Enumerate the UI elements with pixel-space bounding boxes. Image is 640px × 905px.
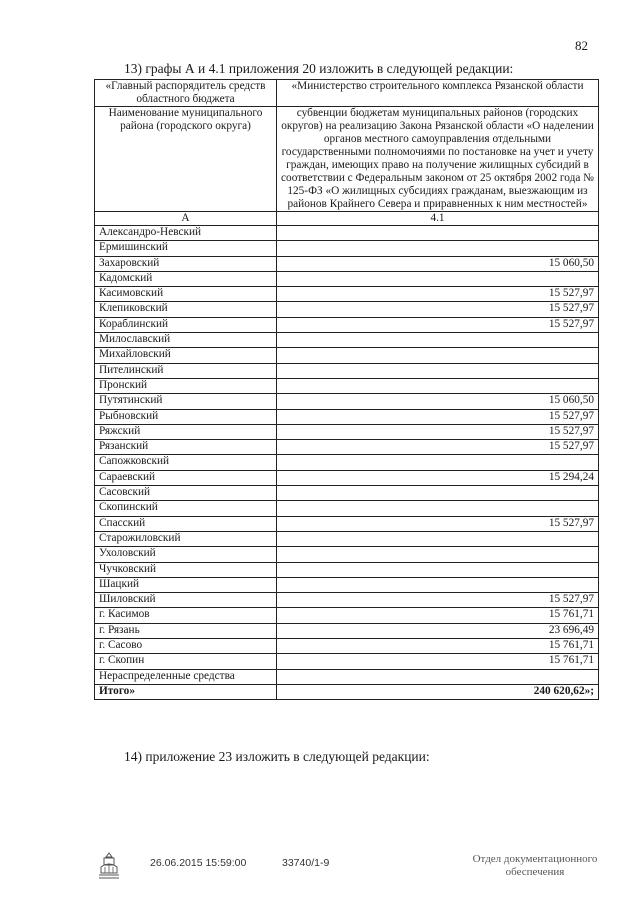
subsidy-table — [94, 79, 599, 700]
subvention-amount: 15 527,97 — [277, 424, 599, 439]
subvention-amount — [277, 363, 599, 378]
total-label: Итого» — [95, 684, 277, 699]
page-number: 82 — [575, 38, 588, 53]
table-row — [95, 271, 599, 286]
column-index-row — [95, 212, 599, 226]
district-name: Ермишинский — [95, 241, 277, 256]
district-name: Шацкий — [95, 577, 277, 592]
table-row — [95, 440, 599, 455]
district-name: Рязанский — [95, 440, 277, 455]
header-administrator-label: «Главный распорядитель средств областного бюджета — [95, 80, 277, 107]
subvention-amount — [277, 241, 599, 256]
district-name: Пителинский — [95, 363, 277, 378]
table-row — [95, 378, 599, 393]
table-row — [95, 531, 599, 546]
district-name: г. Касимов — [95, 608, 277, 623]
table-row — [95, 470, 599, 485]
footer-department-line2: обеспечения — [505, 866, 565, 878]
district-name: Касимовский — [95, 287, 277, 302]
subvention-amount: 15 527,97 — [277, 409, 599, 424]
table-row — [95, 302, 599, 317]
district-name: Спасский — [95, 516, 277, 531]
table-row — [95, 287, 599, 302]
subvention-amount: 15 761,71 — [277, 639, 599, 654]
footer-department — [445, 853, 625, 879]
subvention-amount: 23 696,49 — [277, 623, 599, 638]
table-row — [95, 669, 599, 684]
table-row — [95, 501, 599, 516]
district-name: Нераспределенные средства — [95, 669, 277, 684]
district-name: Сасовский — [95, 486, 277, 501]
table-row — [95, 256, 599, 271]
subvention-amount — [277, 333, 599, 348]
subvention-amount: 15 527,97 — [277, 287, 599, 302]
table-row — [95, 547, 599, 562]
table-row — [95, 486, 599, 501]
district-name: Путятинский — [95, 394, 277, 409]
subvention-amount: 15 527,97 — [277, 302, 599, 317]
intro-text: 13) графы А и 4.1 приложения 20 изложить в следующей редакции: — [124, 61, 514, 76]
subvention-amount: 15 294,24 — [277, 470, 599, 485]
subvention-amount: 15 060,50 — [277, 256, 599, 271]
subvention-amount — [277, 378, 599, 393]
table-row — [95, 363, 599, 378]
district-name: г. Рязань — [95, 623, 277, 638]
district-name: г. Скопин — [95, 654, 277, 669]
table-row — [95, 639, 599, 654]
table-row — [95, 654, 599, 669]
header-ministry-name: «Министерство строительного комплекса Рязанской области — [277, 80, 599, 107]
table-row — [95, 241, 599, 256]
district-name: Скопинский — [95, 501, 277, 516]
district-name: Милославский — [95, 333, 277, 348]
district-name: Кадомский — [95, 271, 277, 286]
subvention-amount: 15 527,97 — [277, 317, 599, 332]
table-row — [95, 226, 599, 241]
table-row — [95, 562, 599, 577]
subvention-amount — [277, 501, 599, 516]
subvention-amount: 15 527,97 — [277, 593, 599, 608]
header-district-label: Наименование муниципального района (городского округа) — [95, 107, 277, 212]
table-row — [95, 409, 599, 424]
subvention-amount — [277, 577, 599, 592]
subvention-amount: 15 527,97 — [277, 516, 599, 531]
column-index-a: А — [95, 212, 277, 226]
subvention-amount — [277, 348, 599, 363]
table-row — [95, 455, 599, 470]
total-amount: 240 620,62»; — [277, 684, 599, 699]
emblem-icon — [96, 851, 122, 886]
district-name: Старожиловский — [95, 531, 277, 546]
district-name: Клепиковский — [95, 302, 277, 317]
district-name: Кораблинский — [95, 317, 277, 332]
footer-date: 26.06.2015 15:59:00 — [150, 857, 247, 869]
table-row — [95, 593, 599, 608]
district-name: Сапожковский — [95, 455, 277, 470]
table-row — [95, 623, 599, 638]
district-name: Александро-Невский — [95, 226, 277, 241]
district-name: Шиловский — [95, 593, 277, 608]
subvention-amount: 15 761,71 — [277, 608, 599, 623]
table-row — [95, 608, 599, 623]
district-name: Чучковский — [95, 562, 277, 577]
table-row — [95, 424, 599, 439]
table-row — [95, 577, 599, 592]
district-name: Рыбновский — [95, 409, 277, 424]
subvention-amount — [277, 271, 599, 286]
table-row — [95, 516, 599, 531]
district-name: Ухоловский — [95, 547, 277, 562]
subvention-amount — [277, 455, 599, 470]
district-name: г. Сасово — [95, 639, 277, 654]
district-name: Ряжский — [95, 424, 277, 439]
table-row — [95, 333, 599, 348]
column-index-4-1: 4.1 — [277, 212, 599, 226]
header-row-administrator — [95, 80, 599, 107]
subvention-amount — [277, 486, 599, 501]
subvention-amount: 15 527,97 — [277, 440, 599, 455]
table-row — [95, 317, 599, 332]
header-subvention-description: субвенции бюджетам муниципальных районов (городских округов) на реализацию Закона Рязанской области «О наделении органов местного самоуправления отдельными государственными полномочиями по постановке на учет и учету граждан, имеющих право на получение жилищных субсидий в соответствии с Федеральным законом от 25 октября 2002 года № 125-ФЗ «О жилищных субсидиях гражданам, выезжающим из районов Крайнего Севера и приравненных к ним местностей» — [277, 107, 599, 212]
district-name: Михайловский — [95, 348, 277, 363]
district-name: Пронский — [95, 378, 277, 393]
footer-department-line1: Отдел документационного — [472, 853, 598, 865]
subvention-amount — [277, 226, 599, 241]
table-row — [95, 394, 599, 409]
subvention-amount: 15 761,71 — [277, 654, 599, 669]
total-row — [95, 684, 599, 699]
subvention-amount: 15 060,50 — [277, 394, 599, 409]
table-row — [95, 348, 599, 363]
subvention-amount — [277, 531, 599, 546]
footer-document-code: 33740/1-9 — [282, 857, 330, 869]
subvention-amount — [277, 669, 599, 684]
district-name: Сараевский — [95, 470, 277, 485]
district-name: Захаровский — [95, 256, 277, 271]
subvention-amount — [277, 547, 599, 562]
subvention-amount — [277, 562, 599, 577]
header-row-description — [95, 107, 599, 212]
outro-text: 14) приложение 23 изложить в следующей редакции: — [124, 749, 430, 764]
